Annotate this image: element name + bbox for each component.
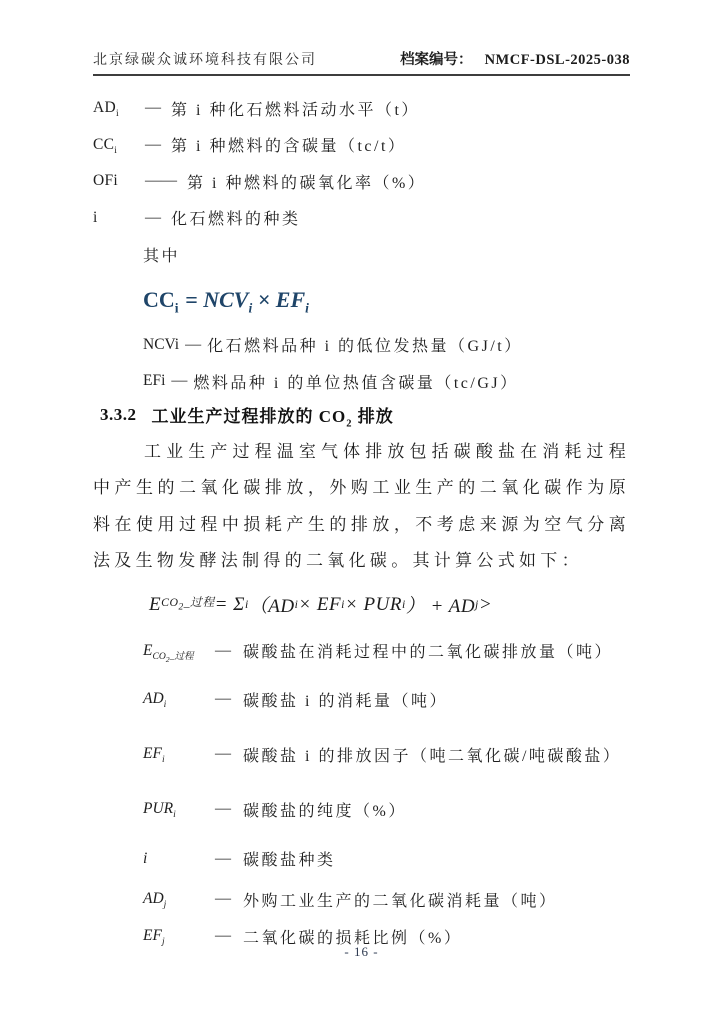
definition-row	[93, 127, 630, 164]
symbol: $E_{CO_2\_过程}$	[143, 641, 194, 664]
symbol: EFi	[143, 372, 166, 390]
dash: —	[171, 372, 188, 390]
definition-row	[93, 837, 630, 881]
description: 碳酸盐 i 的排放因子（吨二氧化碳/吨碳酸盐）	[243, 747, 622, 765]
symbol: $PUR_i$	[143, 800, 176, 821]
description: 第 i 种燃料的碳氧化率（%）	[187, 174, 427, 192]
formula-lhs: $CC_i$	[143, 286, 179, 315]
definition-row	[93, 630, 630, 672]
page-number: - 16 -	[344, 944, 379, 959]
symbol: $EF_j$	[143, 927, 165, 948]
definition-row	[93, 90, 630, 127]
definition-row	[93, 881, 630, 918]
section-heading	[93, 400, 630, 430]
dash: —	[215, 745, 231, 763]
symbol: OFi	[93, 172, 119, 190]
definition-row	[93, 200, 630, 237]
symbol: $AD_j$	[143, 890, 167, 911]
section-paragraph: 工业生产过程温室气体排放包括碳酸盐在消耗过程中产生的二氧化碳排放，外购工业生产的二氧化碳作为原料在使用过程中损耗产生的排放，不考虑来源为空气分离法及生物发酵法制得的二氧化碳。其计算公式如下：	[93, 441, 630, 571]
description: 第 i 种燃料的含碳量（tc/t）	[171, 138, 407, 156]
description: 化石燃料品种 i 的低位发热量（GJ/t）	[207, 338, 523, 356]
symbol: $CC_i$	[93, 135, 118, 156]
description: 燃料品种 i 的单位热值含碳量（tc/GJ）	[193, 374, 519, 392]
definition-row	[93, 163, 630, 200]
page-footer	[0, 944, 723, 960]
among-label: 其中	[143, 247, 181, 265]
dash: —	[215, 890, 231, 908]
header-archive-number	[400, 48, 630, 69]
page-header	[93, 0, 630, 76]
symbol: i	[143, 849, 148, 867]
formula-carbon-content	[93, 273, 630, 327]
dash: ——	[145, 172, 177, 190]
description: 外购工业生产的二氧化碳消耗量（吨）	[243, 892, 558, 910]
header-company-name: 北京绿碳众诚环境科技有限公司	[93, 53, 317, 68]
archive-value: NMCF-DSL-2025-038	[484, 52, 630, 68]
description: 化石燃料的种类	[171, 211, 301, 229]
dash: —	[145, 135, 161, 153]
dash: —	[215, 927, 231, 945]
description: 第 i 种化石燃料活动水平（t）	[171, 101, 420, 119]
symbol: $AD_i$	[93, 99, 119, 120]
dash: —	[215, 800, 231, 818]
formula-rhs: = $NCV_i \times EF_i$	[185, 286, 309, 315]
description: 二氧化碳的损耗比例（%）	[243, 929, 463, 947]
description: 碳酸盐在消耗过程中的二氧化碳排放量（吨）	[243, 644, 614, 662]
description: 碳酸盐 i 的消耗量（吨）	[243, 692, 448, 710]
dash: —	[215, 849, 231, 867]
definition-row	[93, 363, 630, 400]
definition-row	[93, 327, 630, 364]
process-definitions	[93, 630, 630, 955]
symbol: $AD_i$	[143, 690, 167, 711]
symbol: i	[93, 208, 98, 226]
formula-process-emissions: E $CO_2\_$过程 = Σ i （AD i × EF i × PUR i ） + AD j >	[149, 593, 493, 618]
archive-label: 档案编号：	[400, 52, 473, 68]
dash: —	[215, 690, 231, 708]
section-title: 工业生产过程排放的 $CO_2$ 排放	[151, 407, 394, 430]
dash: —	[215, 641, 231, 659]
definition-row	[93, 727, 630, 782]
fuel-definitions	[93, 90, 630, 236]
definition-row	[93, 782, 630, 837]
dash: —	[145, 99, 161, 117]
ncv-ef-definitions	[93, 327, 630, 400]
description: 碳酸盐的纯度（%）	[243, 802, 407, 820]
definition-row	[93, 672, 630, 727]
dash: —	[145, 208, 161, 226]
section-number: 3.3.2	[100, 404, 137, 424]
description: 碳酸盐种类	[243, 852, 336, 870]
dash: —	[185, 335, 202, 353]
symbol: NCVi	[143, 335, 180, 353]
symbol: $EF_i$	[143, 745, 165, 766]
